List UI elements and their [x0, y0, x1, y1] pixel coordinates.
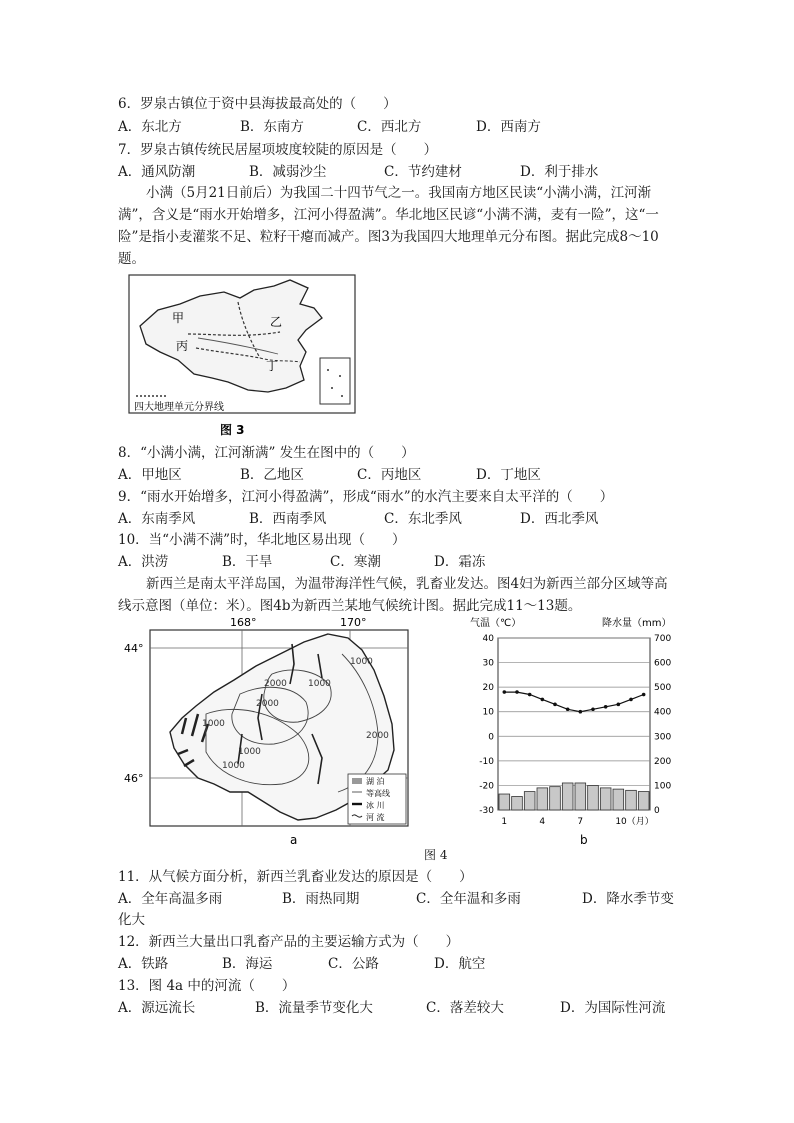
- precipitation-bar: [499, 794, 510, 810]
- q12-option-d: D．航空: [434, 956, 486, 972]
- question-11-stem: 11．从气候方面分析，新西兰乳畜业发达的原因是（ ）: [118, 869, 473, 885]
- temperature-tick-label: -30: [479, 806, 494, 816]
- month-tick-label: 7: [577, 817, 584, 827]
- precipitation-bar: [524, 792, 535, 810]
- q8-option-d: D．丁地区: [476, 467, 541, 483]
- question-10-stem: 10．当“小满不满”时，华北地区易出现（ ）: [118, 532, 406, 548]
- q8-option-b: B．乙地区: [240, 467, 304, 483]
- figure-3-caption: 图 3: [220, 423, 245, 437]
- q8-option-c: C．丙地区: [357, 467, 422, 483]
- q7-option-c: C．节约建材: [384, 164, 462, 180]
- q13-option-a: A．源远流长: [118, 1000, 196, 1016]
- temperature-point: [528, 693, 532, 697]
- q13-option-b: B．流量季节变化大: [255, 1000, 373, 1016]
- precipitation-bar: [562, 783, 573, 810]
- precipitation-bar: [600, 788, 611, 810]
- precipitation-bar: [626, 790, 637, 810]
- temperature-point: [515, 690, 519, 694]
- precipitation-bar: [638, 792, 649, 810]
- precipitation-tick-label: 200: [654, 756, 672, 767]
- precipitation-axis-title: 降水量（mm）: [602, 618, 672, 629]
- q10-option-c: C．寒潮: [330, 554, 381, 570]
- region-yi-label: 乙: [270, 315, 283, 329]
- region-ding-label: 丁: [266, 359, 279, 373]
- temperature-tick-label: 0: [488, 732, 494, 743]
- precipitation-bar: [613, 789, 624, 810]
- q10-option-a: A．洪涝: [118, 554, 169, 570]
- precipitation-tick-label: 0: [654, 806, 660, 816]
- latitude-44-label: 44°: [124, 642, 144, 655]
- q7-option-d: D．利于排水: [520, 164, 599, 180]
- temperature-tick-label: 20: [482, 683, 494, 694]
- q6-option-c: C．西北方: [357, 119, 422, 135]
- temperature-point: [629, 698, 633, 702]
- q7-option-a: A．通风防潮: [118, 164, 196, 180]
- figure-4b-sublabel: b: [580, 833, 588, 846]
- q12-option-c: C．公路: [328, 956, 379, 972]
- figure-4b-climate-chart: [464, 614, 690, 846]
- q9-option-b: B．西南季风: [249, 511, 327, 527]
- precipitation-tick-label: 600: [654, 658, 672, 669]
- figure-4a-contour-map: [122, 614, 412, 846]
- temperature-point: [591, 707, 595, 711]
- temperature-axis-title: 气温（℃）: [470, 618, 522, 629]
- precipitation-tick-label: 100: [654, 781, 672, 792]
- contour-label: 2000: [366, 731, 389, 741]
- contour-label: 1000: [350, 657, 373, 667]
- q9-option-c: C．东北季风: [384, 511, 462, 527]
- q9-option-a: A．东南季风: [118, 511, 196, 527]
- q6-option-a: A．东北方: [118, 119, 182, 135]
- month-tick-label: 10（月）: [615, 817, 654, 827]
- q13-option-d: D．为国际性河流: [560, 1000, 666, 1016]
- temperature-point: [604, 705, 608, 709]
- region-jia-label: 甲: [172, 311, 185, 325]
- question-12-stem: 12．新西兰大量出口乳畜产品的主要运输方式为（ ）: [118, 934, 460, 950]
- q10-option-d: D．霜冻: [434, 554, 486, 570]
- precipitation-tick-label: 500: [654, 683, 672, 694]
- figure-3-legend: 四大地理单元分界线: [134, 402, 224, 413]
- precipitation-bar: [550, 787, 561, 810]
- q7-option-b: B．减弱沙尘: [249, 164, 327, 180]
- temperature-tick-label: 10: [482, 707, 494, 718]
- precipitation-bar: [512, 796, 523, 810]
- q12-option-a: A．铁路: [118, 956, 169, 972]
- precipitation-bar: [537, 788, 548, 810]
- legend-contour: 等高线: [366, 789, 390, 798]
- month-tick-label: 1: [501, 817, 508, 827]
- figure-3-china-map: [128, 274, 356, 440]
- temperature-tick-label: 40: [482, 634, 494, 644]
- region-bing-label: 丙: [176, 339, 189, 353]
- temperature-point: [566, 707, 570, 711]
- temperature-point: [553, 703, 557, 707]
- q13-option-c: C．落差较大: [426, 1000, 504, 1016]
- q9-option-d: D．西北季风: [520, 511, 599, 527]
- question-9-stem: 9．“雨水开始增多，江河小得盈满”，形成“雨水”的水汽主要来自太平洋的（ ）: [118, 489, 614, 505]
- question-7-stem: 7．罗泉古镇传统民居屋项坡度较陡的原因是（ ）: [118, 142, 438, 158]
- temperature-tick-label: 30: [482, 658, 494, 669]
- q12-option-b: B．海运: [222, 956, 273, 972]
- contour-label: 1000: [238, 747, 261, 757]
- latitude-46-label: 46°: [124, 772, 144, 785]
- contour-label: 1000: [222, 761, 245, 771]
- precipitation-tick-label: 300: [654, 732, 672, 743]
- q11-option-a: A．全年高温多雨: [118, 891, 223, 907]
- longitude-170-label: 170°: [340, 616, 367, 629]
- q11-option-d: D．降水季节变: [582, 891, 674, 907]
- question-13-stem: 13．图 4a 中的河流（ ）: [118, 978, 296, 994]
- temperature-tick-label: -10: [479, 756, 494, 767]
- legend-river: 河 流: [366, 813, 385, 822]
- temperature-point: [503, 690, 507, 694]
- figure-4a-sublabel: a: [290, 833, 298, 846]
- figure-4-caption: 图 4: [424, 848, 448, 862]
- q11-option-c: C．全年温和多雨: [416, 891, 521, 907]
- passage-new-zealand: 新西兰是南太平洋岛国，为温带海洋性气候，乳畜业发达。图4妇为新西兰部分区域等高线示意图（单位：米）。图4b为新西兰某地气候统计图。据此完成11～13题。: [118, 576, 668, 614]
- precipitation-tick-label: 400: [654, 707, 672, 718]
- q11-option-b: B．雨热同期: [282, 891, 360, 907]
- question-6-stem: 6．罗泉古镇位于资中县海拔最高处的（ ）: [118, 96, 397, 112]
- contour-label: 2000: [264, 679, 287, 689]
- contour-label: 1000: [202, 719, 225, 729]
- temperature-point: [642, 693, 646, 697]
- month-tick-label: 4: [539, 817, 546, 827]
- temperature-tick-label: -20: [479, 781, 494, 792]
- contour-label: 2000: [256, 699, 279, 709]
- legend-lake: 湖 泊: [366, 777, 385, 786]
- q11-option-d-continued: 化大: [118, 912, 145, 928]
- precipitation-bar: [575, 783, 586, 810]
- precipitation-bar: [588, 785, 599, 810]
- temperature-point: [541, 698, 545, 702]
- legend-glacier: 冰 川: [366, 801, 385, 810]
- q6-option-d: D．西南方: [476, 119, 541, 135]
- plot-frame: [498, 638, 650, 810]
- question-8-stem: 8．“小满小满，江河渐满” 发生在图中的（ ）: [118, 445, 415, 461]
- longitude-168-label: 168°: [230, 616, 257, 629]
- q8-option-a: A．甲地区: [118, 467, 182, 483]
- contour-label: 1000: [308, 679, 331, 689]
- q10-option-b: B．干旱: [222, 554, 273, 570]
- temperature-point: [579, 710, 583, 714]
- temperature-point: [617, 703, 621, 707]
- precipitation-tick-label: 700: [654, 634, 672, 644]
- q6-option-b: B．东南方: [240, 119, 304, 135]
- passage-xiaoman: 小满（5月21日前后）为我国二十四节气之一。我国南方地区民读“小满小满，江河渐满”，含义是“雨水开始增多，江河小得盈满”。华北地区民谚“小满不满，麦有一险”，这“一险”是指小麦灌浆不足、粒籽干瘪而减产。图3为我国四大地理单元分布图。据此完成8～10题。: [118, 185, 659, 267]
